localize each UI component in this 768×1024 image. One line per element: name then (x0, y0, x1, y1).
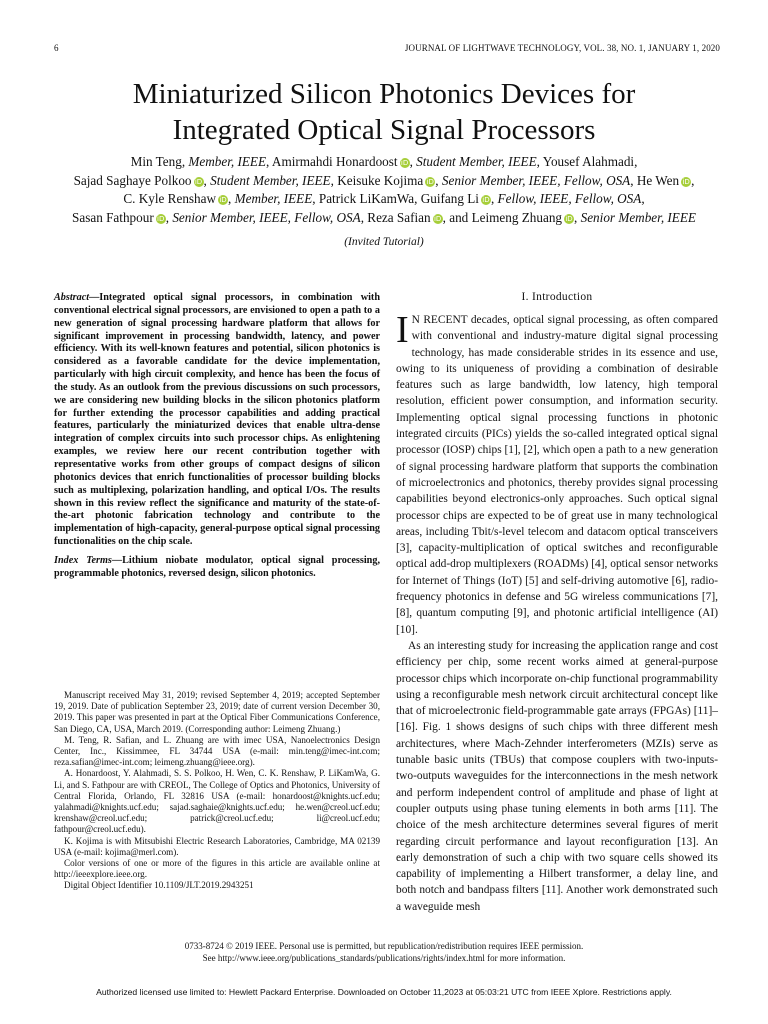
author-entry: Patrick LiKamWa, (318, 191, 421, 207)
index-terms (54, 555, 380, 581)
orcid-icon[interactable]: iD (194, 177, 203, 186)
author-entry: C. Kyle Renshaw iD, Member, IEEE, (123, 191, 319, 207)
author-entry: Leimeng Zhuang iD, Senior Member, IEEE (471, 209, 696, 225)
section-heading-introduction: I. Introduction (521, 291, 593, 303)
author-affiliation: Senior Member, IEEE, Fellow, OSA (441, 172, 631, 188)
abstract-text: —Integrated optical signal processors, in combination with conventional electrical signal processors, are envisioned to open a path to a new generation of signal processing hardware platform that allows for significant improvement in processing bandwidth, latency, and power efficiency. With its well-known features and potential, silicon photonics is considered as a favorable candidate for the device implementation, particularly with high circuit complexity, and hence has been the focus of the study. As an outlook from the previous discussions on such processors, we are considering new building blocks in the silicon photonics platform for further extending the processor capabilities and adding practical features, particularly the miniaturized devices that enable ultra-dense integration of complex circuits into such processor chips. As enlightening examples, we review here our recent contribution together with representative works from other groups of compact designs of silicon photonics devices that enrich functionalities of processor building blocks such as multiplexing, polarization handling, and optical I/Os. The results shown in this review reflect the significance and maturity of the state-of-the-art photonic fabrication technology and contribute to the implementation of high-capacity, general-purpose optical signal processing functionalities on the chip scale. (54, 292, 380, 548)
title-line-1: Miniaturized Silicon Photonics Devices for (132, 78, 636, 110)
orcid-icon[interactable]: iD (426, 177, 434, 186)
footnote-creol: A. Honardoost, Y. Alahmadi, S. S. Polkoo, H. Wen, C. K. Renshaw, P. LiKamWa, G. Li, and S. Fathpour are with CREOL, The College of Optics and Photonics, University of Central Florida, Orlando, FL 32816 USA (e-mail: honardoost@knights.ucf.edu; yalahmadi@knights.ucf.edu; sajad.saghaie@knights.ucf.edu; he.wen@creol.ucf.edu; krenshaw@creol.ucf.edu; patrick@creol.ucf.edu; li@creol.ucf.edu; fathpour@creol.ucf.edu). (54, 768, 380, 835)
footnote-imec: M. Teng, R. Safian, and L. Zhuang are with imec USA, Nanoelectronics Design Center, Inc., Kissimmee, FL 34744 USA (e-mail: min.teng@imec-int.com; reza.safian@imec-int.com; leimeng.zhuang@ieee.org). (54, 734, 380, 768)
index-terms-text: —Lithium niobate modulator, optical signal processing, programmable photonics, reversed design, silicon photonics. (54, 555, 380, 579)
index-terms-label: Index Terms (54, 555, 112, 566)
author-name: Keisuke Kojima (337, 172, 424, 188)
paper-title (0, 76, 768, 148)
author-affiliation: Student Member, IEEE (210, 172, 331, 188)
author-affiliation: Member, IEEE (188, 154, 267, 169)
author-entry: Reza Safian iD, and (367, 209, 472, 225)
intro-paragraph-1-text: N RECENT decades, optical signal processing, as often compared with conventional and industry-mature digital signal processing technology, has made considerable strides in its essence and use, owing to its uniqueness of providing a combination of desirable features such as large bandwidth, low latency, high temporal resolution, efficient power consumption, and information security. Implementing optical signal processing functions in photonic integrated circuits (PICs) yields the so-called integrated optical signal processor (IOSP) chips [1], [2], which open a path to a new generation of signal processing hardware platform that supports the combination of microelectronics and photonics, thereby provides signal processing capabilities beyond electronics-only approaches. Such optical signal processor chips are expected to be of great use in many technological areas, including Tbit/s-level telecom and datacom optical transceivers [3], capacity-multiplication of optical switches and reconfigurable optical add-drop multiplexers (ROADMs) [4], optical sensor networks for Internet of Things (IoT) [5] and self-driving automotive [6], radio-frequency photonics in defense and 5G wireless communications [7], [8], quantum computing [9], and photonic artificial intelligence (AI) [10]. (396, 314, 719, 636)
invited-tutorial-label: (Invited Tutorial) (344, 236, 424, 248)
abstract (54, 292, 380, 549)
journal-header: JOURNAL OF LIGHTWAVE TECHNOLOGY, VOL. 38, NO. 1, JANUARY 1, 2020 (404, 43, 720, 53)
author-name: Min Teng (130, 154, 182, 169)
orcid-icon[interactable]: iD (157, 214, 165, 223)
copyright-line-1: 0733-8724 © 2019 IEEE. Personal use is permitted, but republication/redistribution requires IEEE permission. (184, 941, 584, 951)
author-affiliation: Fellow, IEEE, Fellow, OSA (497, 191, 642, 207)
footnote-color: Color versions of one or more of the figures in this article are available online at http://ieeexplore.ieee.org. (54, 858, 380, 880)
orcid-icon[interactable]: iD (433, 214, 442, 223)
author-name: Yousef Alahmadi (542, 154, 635, 169)
author-name: Leimeng Zhuang (471, 209, 563, 225)
author-name: Reza Safian (367, 209, 431, 225)
introduction-body (396, 309, 719, 915)
author-entry: Min Teng, Member, IEEE, (130, 154, 272, 169)
author-name: Sajad Saghaye Polkoo (73, 172, 192, 188)
author-name: Guifang Li (420, 191, 479, 207)
author-entry: Sasan Fathpour iD, Senior Member, IEEE, Fellow, OSA, (72, 209, 368, 225)
author-entry: He Wen iD, (636, 172, 695, 188)
author-affiliation: Member, IEEE (234, 191, 313, 207)
intro-paragraph-1 (396, 309, 719, 638)
author-entry: Guifang Li iD, Fellow, IEEE, Fellow, OSA, (420, 191, 645, 207)
orcid-icon[interactable]: iD (565, 214, 573, 223)
author-entry: Sajad Saghaye Polkoo iD, Student Member, IEEE, (73, 172, 338, 188)
author-list (40, 153, 728, 227)
author-name: Amirmahdi Honardoost (271, 154, 398, 169)
author-affiliation: Student Member, IEEE (416, 154, 537, 169)
page-number: 6 (54, 43, 59, 53)
author-name: Patrick LiKamWa (318, 191, 415, 207)
orcid-icon[interactable]: iD (482, 196, 490, 205)
copyright-notice (0, 941, 768, 964)
intro-paragraph-2: As an interesting study for increasing the application range and cost efficiency per chip, some recent works aimed at general-purpose processor chips which incorporate on-chip functional programmability using a reconfigurable mesh network circuit architectural concept like that of microelectronic field-programmable gate arrays (FPGAs) [11]–[16]. Fig. 1 shows designs of such chips with three different mesh architectures, where Mach-Zehnder interferometers (MZIs) serve as tunable basic units (TBUs) that compose couplers with two-inputs-two-outputs waveguides for the interconnections in the mesh network and perform independent control of amplitude and phase of light at coupler outputs using phase tuning elements in both arms [11]. The choice of the mesh architecture determines several figures of merit regarding circuit performance and layout reconfiguration [13]. An early demonstration of such a chip with two square cells showed its capability of implementing a Hilbert transformer, a delay line, and both notch and bandpass filters [11]. Another work demonstrated such a waveguide mesh (396, 639, 719, 913)
footnote-doi: Digital Object Identifier 10.1109/JLT.2019.2943251 (64, 880, 254, 891)
author-entry: Yousef Alahmadi, (542, 154, 638, 169)
author-name: Sasan Fathpour (72, 209, 154, 225)
footnote-merl: K. Kojima is with Mitsubishi Electric Research Laboratories, Cambridge, MA 02139 USA (e-mail: kojima@merl.com). (54, 835, 380, 857)
orcid-icon[interactable]: iD (400, 159, 409, 167)
license-footer: Authorized licensed use limited to: Hewlett Packard Enterprise. Downloaded on October 11,2023 at 05:03:21 UTC from IEEE Xplore. Restrictions apply. (96, 987, 672, 997)
orcid-icon[interactable]: iD (219, 196, 227, 205)
title-line-2: Integrated Optical Signal Processors (172, 114, 596, 146)
author-affiliation: Senior Member, IEEE, Fellow, OSA (172, 209, 361, 225)
copyright-line-2: See http://www.ieee.org/publications_standards/publications/rights/index.html for more information. (202, 952, 566, 963)
author-name: He Wen (636, 172, 680, 188)
drop-cap: I (396, 309, 409, 351)
abstract-label: Abstract (54, 292, 90, 303)
orcid-icon[interactable]: iD (682, 177, 690, 186)
author-affiliation: Senior Member, IEEE (580, 209, 696, 225)
author-name: C. Kyle Renshaw (123, 191, 217, 207)
author-entry: Amirmahdi Honardoost iD, Student Member, IEEE, (271, 154, 543, 169)
footnote-manuscript: Manuscript received May 31, 2019; revised September 4, 2019; accepted September 19, 2019. Date of publication September 23, 2019; date of current version December 30, 2019. This paper was presented in part at the Optical Fiber Communications Conference, San Diego, CA, USA, March 2019. (Corresponding author: Leimeng Zhuang.) (54, 690, 380, 734)
author-entry: Keisuke Kojima iD, Senior Member, IEEE, Fellow, OSA, (337, 172, 637, 188)
footnotes (54, 690, 380, 892)
